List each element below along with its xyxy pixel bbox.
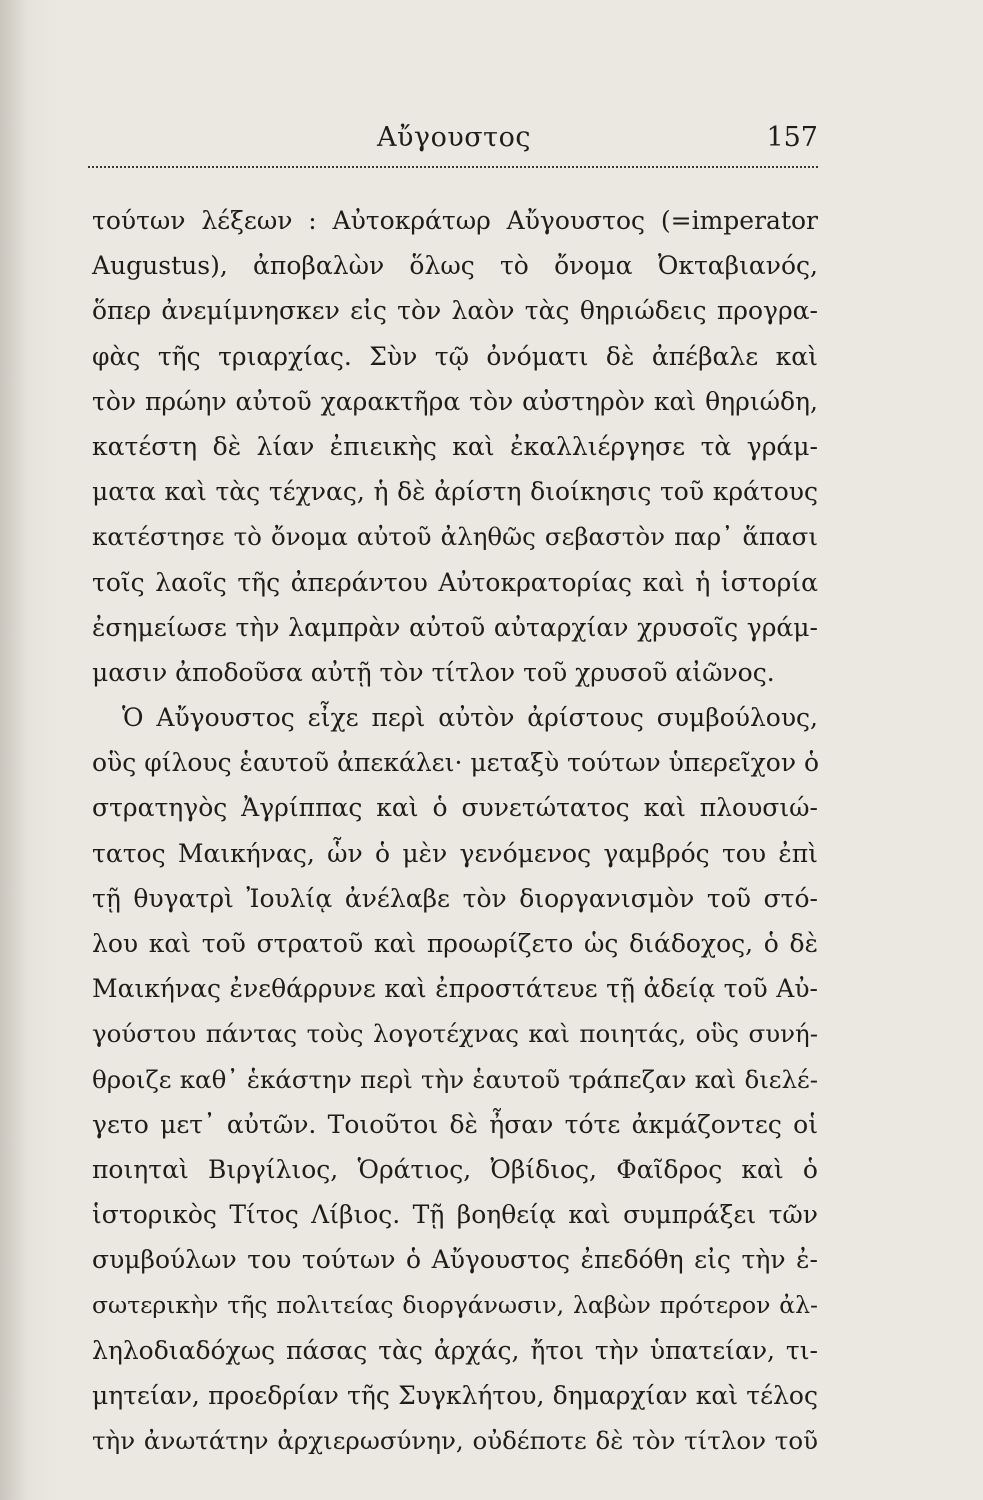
text-line: Μαικήνας ἐνεθάρρυνε καὶ ἐπροστάτευε τῇ ἀδείᾳ τοῦ Αὐ- bbox=[92, 974, 818, 1004]
text-line: μητείαν, προεδρίαν τῆς Συγκλήτου, δημαρχίαν καὶ τέλος bbox=[92, 1380, 818, 1410]
text-line: ματα καὶ τὰς τέχνας, ἡ δὲ ἀρίστη διοίκησις τοῦ κράτους bbox=[92, 477, 818, 507]
paragraph-start-line: Ὁ Αὔγουστος εἶχε περὶ αὐτὸν ἀρίστους συμβούλους, bbox=[122, 703, 818, 733]
body-text bbox=[92, 198, 818, 1463]
text-line: κατέστησε τὸ ὄνομα αὐτοῦ ἀληθῶς σεβαστὸν παρ᾽ ἅπασι bbox=[92, 522, 818, 552]
text-line: ἐσημείωσε τὴν λαμπρὰν αὐτοῦ αὐταρχίαν χρυσοῖς γράμ- bbox=[92, 612, 818, 642]
text-line: συμβούλων του τούτων ὁ Αὔγουστος ἐπεδόθη εἰς τὴν ἐ- bbox=[92, 1245, 818, 1275]
text-line: γούστου πάντας τοὺς λογοτέχνας καὶ ποιητάς, οὓς συνή- bbox=[92, 1019, 818, 1049]
page-number: 157 bbox=[766, 122, 818, 153]
text-line: τὴν ἀνωτάτην ἀρχιερωσύνην, οὐδέποτε δὲ τὸν τίτλον τοῦ bbox=[92, 1426, 818, 1456]
text-line: κατέστη δὲ λίαν ἐπιεικὴς καὶ ἐκαλλιέργησε τὰ γράμ- bbox=[92, 431, 818, 461]
text-line: ποιηταὶ Βιργίλιος, Ὁράτιος, Ὀβίδιος, Φαῖδρος καὶ ὁ bbox=[92, 1154, 818, 1184]
text-line: μασιν ἀποδοῦσα αὐτῇ τὸν τίτλον τοῦ χρυσοῦ αἰῶνος. bbox=[92, 657, 775, 687]
text-line: τούτων λέξεων : Αὐτοκράτωρ Αὔγουστος (=imperator bbox=[92, 206, 818, 235]
text-line: τὸν πρώην αὐτοῦ χαρακτῆρα τὸν αὐστηρὸν καὶ θηριώδη, bbox=[92, 386, 818, 416]
text-line: φὰς τῆς τριαρχίας. Σὺν τῷ ὀνόματι δὲ ἀπέβαλε καὶ bbox=[92, 341, 818, 371]
text-line: τατος Μαικήνας, ὧν ὁ μὲν γενόμενος γαμβρός του ἐπὶ bbox=[92, 838, 818, 868]
text-line: σωτερικὴν τῆς πολιτείας διοργάνωσιν, λαβὼν πρότερον ἀλ- bbox=[92, 1290, 818, 1319]
text-line: θροιζε καθ᾽ ἑκάστην περὶ τὴν ἑαυτοῦ τράπεζαν καὶ διελέ- bbox=[92, 1064, 818, 1094]
text-line: λου καὶ τοῦ στρατοῦ καὶ προωρίζετο ὡς διάδοχος, ὁ δὲ bbox=[92, 929, 818, 958]
text-line: τῇ θυγατρὶ Ἰουλίᾳ ἀνέλαβε τὸν διοργανισμὸν τοῦ στό- bbox=[92, 883, 818, 913]
text-line: τοῖς λαοῖς τῆς ἀπεράντου Αὐτοκρατορίας καὶ ἡ ἱστορία bbox=[92, 567, 818, 597]
running-head bbox=[90, 122, 818, 162]
text-line: Augustus), ἀποβαλὼν ὅλως τὸ ὄνομα Ὀκταβιανός, bbox=[92, 251, 818, 281]
text-line: ἱστορικὸς Τίτος Λίβιος. Τῇ βοηθείᾳ καὶ συμπράξει τῶν bbox=[92, 1200, 818, 1230]
header-dotted-rule bbox=[88, 166, 818, 168]
text-line: ὅπερ ἀνεμίμνησκεν εἰς τὸν λαὸν τὰς θηριώδεις προγρα- bbox=[92, 296, 818, 326]
text-line: γετο μετ᾽ αὐτῶν. Τοιοῦτοι δὲ ἦσαν τότε ἀκμάζοντες οἱ bbox=[92, 1109, 818, 1139]
text-line: στρατηγὸς Ἀγρίππας καὶ ὁ συνετώτατος καὶ πλουσιώ- bbox=[92, 793, 818, 823]
text-line: οὓς φίλους ἑαυτοῦ ἀπεκάλει· μεταξὺ τούτων ὑπερεῖχον ὁ bbox=[92, 748, 820, 778]
text-line: ληλοδιαδόχως πάσας τὰς ἀρχάς, ἤτοι τὴν ὑπατείαν, τι- bbox=[92, 1335, 818, 1365]
running-title: Αὔγουστος bbox=[377, 122, 531, 153]
